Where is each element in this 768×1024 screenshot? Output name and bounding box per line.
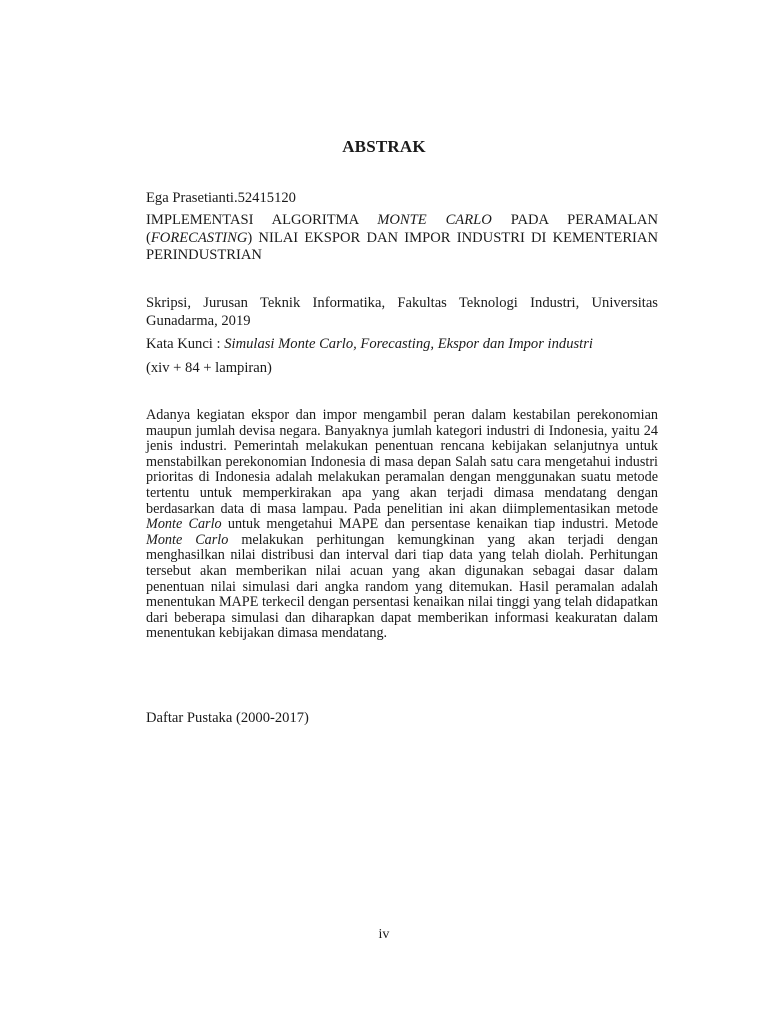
page-number: iv [378, 927, 390, 942]
thesis-title-italic: MONTE CARLO [377, 212, 492, 228]
thesis-title-part: IMPLEMENTASI ALGORITMA [146, 212, 378, 228]
abstract-paragraph [146, 408, 658, 642]
page-heading: ABSTRAK [342, 137, 426, 156]
thesis-title-part: ) NILAI EKSPOR DAN IMPOR INDUSTRI DI KEMENTERIAN PERINDUSTRIAN [146, 229, 658, 263]
keywords-label: Kata Kunci : [146, 336, 225, 352]
bibliography-note: Daftar Pustaka (2000-2017) [146, 710, 309, 726]
author-line: Ega Prasetianti.52415120 [146, 190, 296, 206]
keywords-value: Simulasi Monte Carlo, Forecasting, Ekspor dan Impor industri [224, 336, 593, 352]
abstract-text: melakukan perhitungan kemungkinan yang akan terjadi dengan menghasilkan nilai distribusi dan interval dari tiap data yang telah diolah. Perhitungan tersebut akan memberikan nilai acuan yang akan digunakan sebagai dasar dalam penentuan nilai simulasi dari angka random yang ditemukan. Hasil peramalan adalah menentukan MAPE terkecil dengan persentasi kenaikan nilai tinggi yang telah didapatkan dari beberapa simulasi dan diharapkan dapat memberikan informasi keakuratan dalam menentukan kebijakan dimasa mendatang. [146, 531, 658, 642]
affiliation-text: Skripsi, Jurusan Teknik Informatika, Fakultas Teknologi Industri, Universitas Gunadarma, 2019 [146, 295, 658, 329]
pages-note: (xiv + 84 + lampiran) [146, 360, 272, 376]
abstract-italic: Monte Carlo [146, 531, 229, 548]
abstract-text: Adanya kegiatan ekspor dan impor mengambil peran dalam kestabilan perekonomian maupun jumlah devisa negara. Banyaknya jumlah kategori industri di Indonesia, yaitu 24 jenis industri. Pemerintah melakukan penentuan rencana kebijakan selanjutnya untuk menstabilkan perekonomian Indonesia di masa depan Salah satu cara mengetahui industri prioritas di Indonesia adalah melakukan peramalan dengan menggunakan suatu metode tertentu untuk memperkirakan apa yang akan terjadi dimasa mendatang dengan berdasarkan data di masa lampau. Pada penelitian ini akan diimplementasikan metode [146, 407, 658, 517]
abstract-italic: Monte Carlo [146, 516, 222, 533]
abstract-text: untuk mengetahui MAPE dan persentase kenaikan tiap industri. Metode [221, 516, 658, 533]
thesis-title-part: PADA PERAMALAN ( [146, 212, 658, 246]
thesis-title-italic: FORECASTING [150, 229, 248, 246]
thesis-title [146, 212, 658, 265]
keywords-line [146, 336, 658, 354]
